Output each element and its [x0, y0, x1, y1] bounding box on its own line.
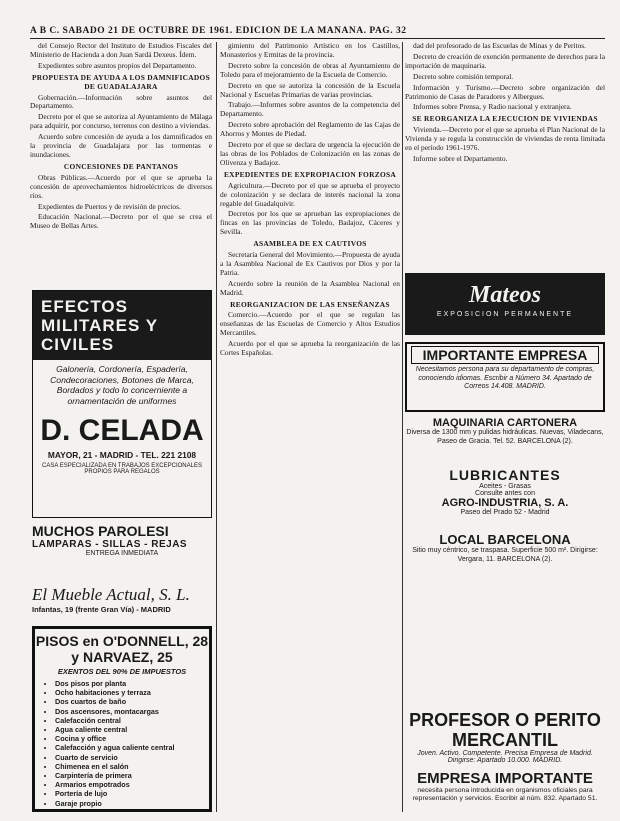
column-1-text	[30, 42, 212, 285]
column-3-text	[405, 42, 605, 267]
paragraph: Obras Públicas.—Acuerdo por el que se aprueba la concesión de aprovechamientos hidroeléctricos de diversos ríos.	[30, 172, 212, 200]
paragraph: Secretaría General del Movimiento.—Propuesta de ayuda a la Asamblea Nacional de Ex Cautivos por Dios y por la Patria.	[220, 250, 400, 277]
ad-celada-note: CASA ESPECIALIZADA EN TRABAJOS EXCEPCIONALES PROPIOS PARA REGALOS	[42, 463, 202, 475]
paragraph: Agricultura.—Decreto por el que se aprueba el proyecto de colonización y se declara de interés nacional la zona regable del Guadalquivir.	[220, 180, 400, 208]
paragraph: Decreto sobre aprobación del Reglamento de las Cajas de Ahorros y Montes de Piedad.	[220, 120, 400, 139]
ad-empresa-importante	[405, 770, 605, 814]
section-heading: EXPEDIENTES DE EXPROPIACION FORZOSA	[223, 169, 397, 179]
paragraph: dad del profesorado de las Escuelas de Minas y de Peritos.	[413, 42, 587, 50]
list-item: • Portería de lujo	[55, 789, 209, 798]
paragraph: Información y Turismo.—Decreto sobre organización del Patrimonio de Casas de Paradores y Albergues.	[405, 82, 605, 101]
ad-parolesi	[32, 523, 212, 583]
list-item: • Cocina y office	[55, 734, 209, 743]
section-heading: SE REORGANIZA LA EJECUCION DE VIVIENDAS	[412, 114, 598, 124]
paragraph: Expedientes sobre asuntos propios del Departamento.	[38, 60, 197, 70]
paragraph: Educación Nacional.—Decreto por el que se crea el Museo de Bellas Artes.	[30, 212, 212, 231]
list-item: • Chimenea en el salón	[55, 762, 209, 771]
ad-profesor-text: Joven. Activo. Competente. Precisa Empresa de Madrid. Dirigirse: Apartado 10.000. MADRID.	[417, 750, 593, 764]
ad-mateos-logo: Mateos	[469, 282, 541, 308]
paragraph: Acuerdo sobre concesión de ayuda a los damnificados en la provincia de Guadalajara por las tormentas e inundaciones.	[30, 132, 212, 159]
column-rule	[402, 42, 403, 812]
ad-celada-band: EFECTOS MILITARES Y CIVILES	[33, 291, 211, 360]
paragraph: Decreto sobre comisión temporal.	[413, 71, 514, 81]
paragraph: Expedientes de Puertos y de revisión de precios.	[38, 201, 181, 211]
list-item: • Dos cuartos de baño	[55, 697, 209, 706]
ad-parolesi-subtitle: LAMPARAS - SILLAS - REJAS	[32, 539, 188, 550]
ad-celada-text: Galonería, Cordonería, Espadería, Condecoraciones, Botones de Marca, Bordados y todo lo concerniente a ornamentación de uniformes	[50, 364, 194, 406]
ad-pisos	[32, 626, 212, 812]
ad-maquinaria	[405, 417, 605, 465]
ad-lubricantes	[405, 467, 605, 529]
paragraph: Informes sobre Prensa, y Radio nacional y extranjera.	[413, 102, 572, 112]
ad-local-barcelona	[405, 532, 605, 580]
ad-lubricantes-consult: Consulte antes con	[475, 490, 535, 497]
list-item: • Calefacción y agua caliente central	[55, 743, 209, 752]
ad-maquinaria-title: MAQUINARIA CARTONERA	[432, 417, 578, 429]
ad-importante-empresa	[405, 342, 605, 412]
list-item: • Ocho habitaciones y terraza	[55, 688, 209, 697]
column-rule	[216, 42, 217, 812]
section-heading: ASAMBLEA DE EX CAUTIVOS	[253, 239, 367, 249]
section-heading: REORGANIZACION DE LAS ENSEÑANZAS	[230, 299, 390, 309]
paragraph: Decreto de creación de exención permanente de derechos para la importación de maquinaria.	[405, 51, 605, 70]
list-item: • Agua caliente central	[55, 725, 209, 734]
paragraph: Acuerdo sobre la reunión de la Asamblea Nacional en Madrid.	[220, 278, 400, 297]
paragraph: Vivienda.—Decreto por el que se aprueba el Plan Nacional de la Vivienda y se regula la construcción de viviendas de renta limitada en el período 1961-1976.	[405, 125, 605, 153]
ad-empresa-text: necesita persona introducida en organismos oficiales para representación y servicios. Escribir al núm. 832. Apartado 51.	[412, 787, 598, 803]
paragraph: Gobernación.—Información sobre asuntos del Departamento.	[30, 92, 212, 111]
paragraph: Decreto en que se autoriza la concesión de la Escuela Nacional y Escuelas Primarias de varias provincias.	[220, 80, 400, 99]
ad-maquinaria-text: Diversa de 1300 mm y pulidas hidráulicas. Nuevas, Viladecans, Paseo de Gracia. Tel. 52. BARCELONA (2).	[406, 429, 604, 445]
ad-profesor	[405, 710, 605, 768]
paragraph: Informe sobre el Departamento.	[413, 153, 508, 163]
list-item: • Garaje propio	[55, 799, 209, 808]
paragraph: Decreto por el que se declara de urgencia la ejecución de las obras de los Poblados de Colonización en las zonas de Olivenza y Badajoz.	[220, 140, 400, 167]
column-2-text	[220, 42, 400, 812]
ad-profesor-title: PROFESOR O PERITO MERCANTIL	[409, 710, 601, 750]
ad-mueble-address: Infantas, 19 (frente Gran Vía) - MADRID	[32, 605, 171, 614]
ad-local-title: LOCAL BARCELONA	[439, 532, 571, 547]
list-item: • Cuarto de servicio	[55, 753, 209, 762]
ad-pisos-headline: PISOS en O'DONNELL, 28 y NARVAEZ, 25	[35, 633, 209, 665]
paragraph: Acuerdo por el que se aprueba la reorganización de las Cortes Españolas.	[220, 339, 400, 358]
ad-importante-title: IMPORTANTE EMPRESA	[411, 346, 599, 364]
ad-lubricantes-name: AGRO-INDUSTRIA, S. A.	[441, 497, 569, 509]
section-heading: CONCESIONES DE PANTANOS	[63, 161, 179, 171]
ad-importante-text: Necesitamos persona para su departamento de compras, conociendo idiomas. Escribir a Número 34. Apartado de Correos 14.408. MADRID.	[415, 366, 595, 391]
ad-mateos-strip: EXPOSICION PERMANENTE	[436, 311, 574, 318]
ad-mueble	[32, 585, 212, 623]
ad-celada	[32, 290, 212, 518]
list-item: • Dos ascensores, montacargas	[55, 707, 209, 716]
paragraph: gimiento del Patrimonio Artístico en los Castillos, Monasterios y Ermitas de la provincia.	[220, 42, 400, 59]
section-heading: PROPUESTA DE AYUDA A LOS DAMNIFICADOS DE GUADALAJARA	[31, 72, 211, 91]
ad-lubricantes-sub: Aceites - Grasas	[479, 483, 531, 490]
list-item: • Dos pisos por planta	[55, 679, 209, 688]
paragraph: Decretos por los que se aprueban las expropiaciones de fincas en las provincias de Toledo, Badajoz, Cáceres y Sevilla.	[220, 209, 400, 237]
paragraph: Comercio.—Acuerdo por el que se regulan las enseñanzas de las Escuelas de Comercio y Altos Estudios Mercantiles.	[220, 310, 400, 338]
paragraph: Decreto sobre la concesión de obras al Ayuntamiento de Toledo para el mejoramiento de la Escuela de Comercio.	[220, 60, 400, 79]
ad-parolesi-title: MUCHOS PAROLESI	[32, 523, 169, 539]
ad-mueble-script: El Mueble Actual, S. L.	[32, 585, 190, 604]
ad-celada-address: MAYOR, 21 - MADRID - TEL. 221 2108	[47, 450, 197, 460]
list-item: • Carpintería de primera	[55, 771, 209, 780]
ad-parolesi-line: ENTREGA INMEDIATA	[85, 550, 159, 557]
paragraph: Trabajo.—Informes sobre asuntos de la competencia del Departamento.	[220, 100, 400, 119]
ad-pisos-list	[35, 679, 209, 808]
list-item: • Armarios empotrados	[55, 780, 209, 789]
masthead: A B C. SABADO 21 DE OCTUBRE DE 1961. EDICION DE LA MAÑANA. PAG. 32	[30, 26, 605, 39]
ad-celada-name: D. CELADA	[40, 414, 204, 447]
ad-pisos-exentos: EXENTOS DEL 90% DE IMPUESTOS	[57, 667, 187, 676]
ad-local-text: Sitio muy céntrico, se traspasa. Superficie 500 m². Dirigirse: Vergara, 11. BARCELONA (2).	[412, 547, 598, 563]
list-item: • Calefacción central	[55, 716, 209, 725]
ad-mateos	[405, 273, 605, 335]
paragraph: Decreto por el que se autoriza al Ayuntamiento de Málaga para adquirir, por concurso, terrenos con destino a viviendas.	[30, 112, 212, 131]
ad-empresa-title: EMPRESA IMPORTANTE	[417, 770, 593, 787]
ad-lubricantes-address: Paseo del Prado 52 - Madrid	[460, 509, 550, 516]
paragraph: del Consejo Rector del Instituto de Estudios Fiscales del Ministerio de Hacienda a don Juan Sardá Dexeus. Ídem.	[30, 42, 212, 59]
ad-lubricantes-title: LUBRICANTES	[449, 467, 561, 483]
